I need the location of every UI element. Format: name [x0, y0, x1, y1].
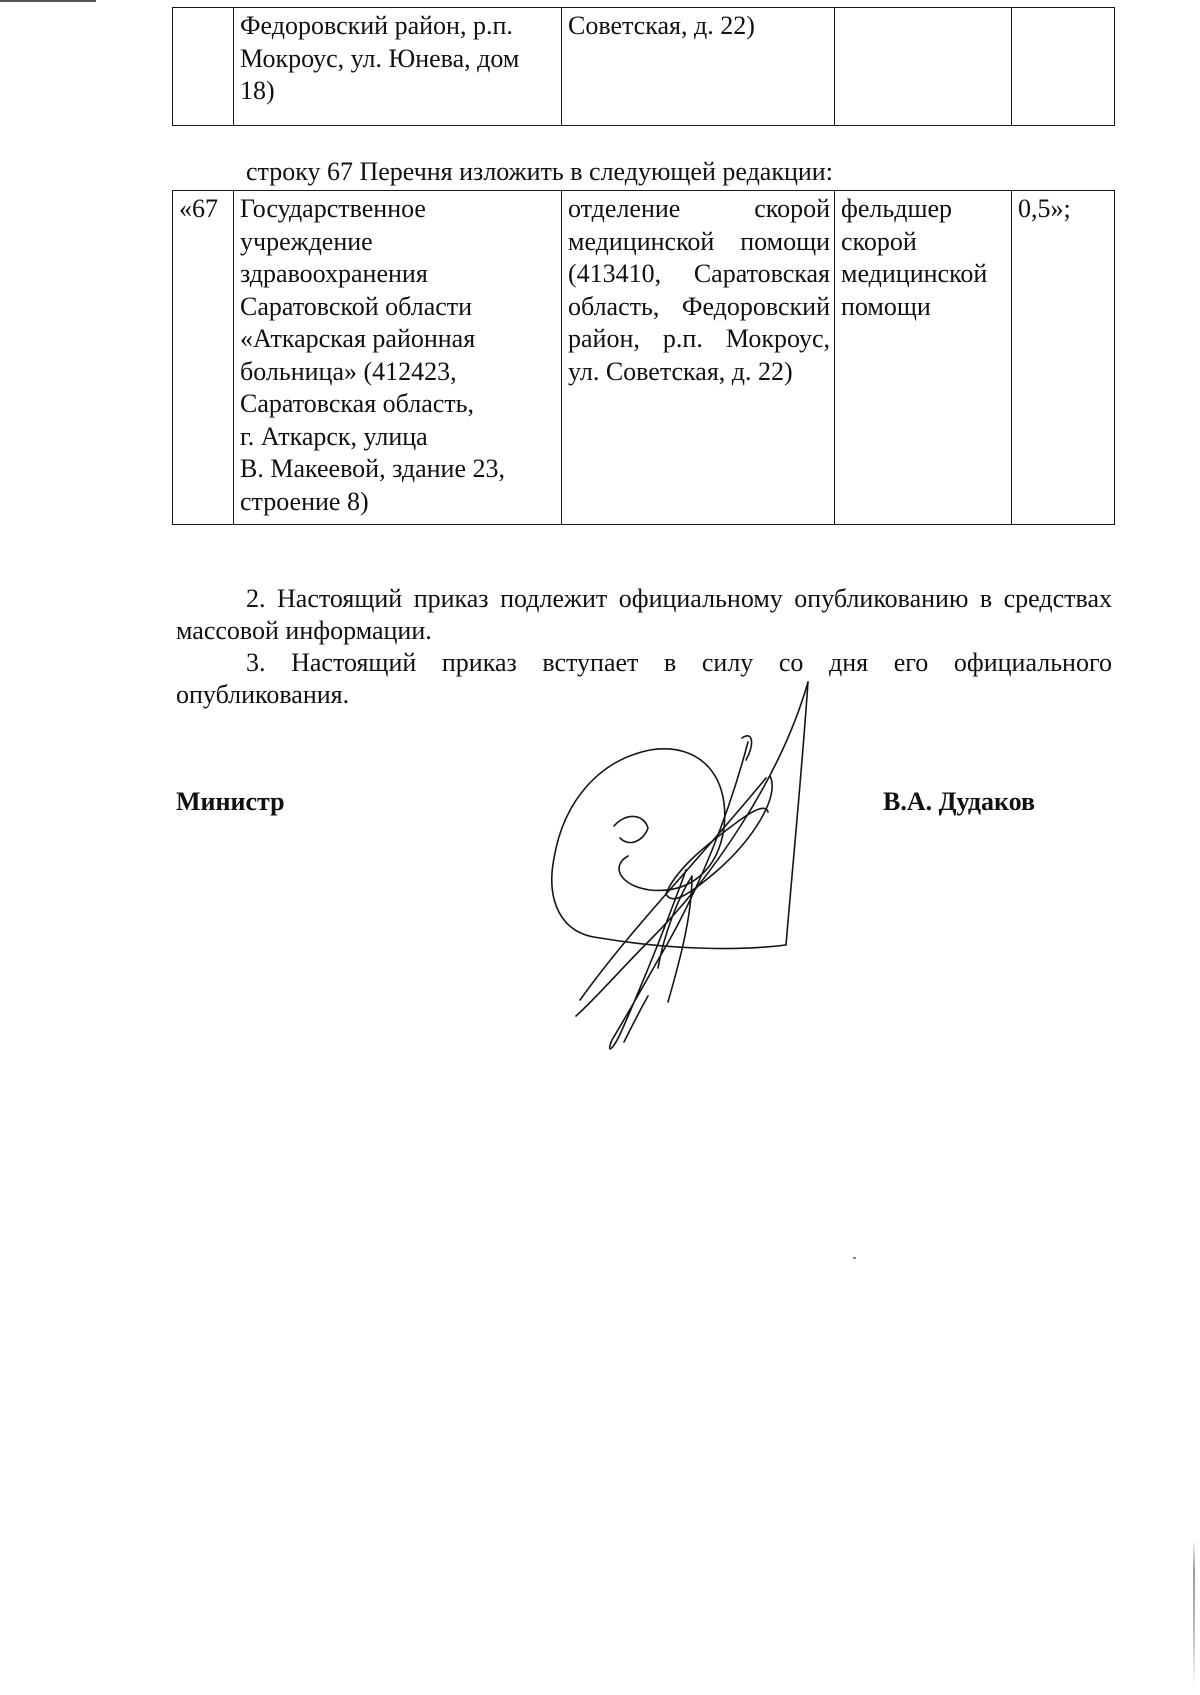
position-cell: фельдшер скорой медицинской помощи [835, 191, 1012, 525]
row-number-cell: «67 [173, 191, 234, 525]
paragraph-publication: 2. Настоящий приказ подлежит официальному опубликованию в средствах массовой информации. [176, 584, 1112, 645]
institution-cell: Федоровский район, р.п. Мокроус, ул. Юнева, дом 18) [234, 8, 562, 126]
list-table-row-67 [172, 190, 1115, 525]
rate-cell [1012, 8, 1115, 126]
scan-border-mark [0, 0, 96, 2]
handwritten-signature [540, 680, 840, 1090]
department-cell: отделение скорой медицинской помощи (413410, Саратовская область, Федоровский район, р.п. Мокроус, ул. Советская, д. 22) [562, 191, 835, 525]
department-cell: Советская, д. 22) [562, 8, 835, 126]
paragraph-effective-date: 3. Настоящий приказ вступает в силу со дня его официального опубликования. [176, 648, 1112, 709]
table-row [173, 191, 1115, 525]
position-cell [835, 8, 1012, 126]
institution-cell: Государственное учреждение здравоохранения Саратовской области «Аткарская районная больница» (412423, Саратовская область, г. Аткарск, улица В. Макеевой, здание 23, строение 8) [234, 191, 562, 525]
amendment-intro: строку 67 Перечня изложить в следующей редакции: [246, 157, 833, 186]
signatory-name: В.А. Дудаков [883, 787, 1036, 816]
table-row [173, 8, 1115, 126]
rate-cell: 0,5»; [1012, 191, 1115, 525]
scan-edge-shadow [1193, 1540, 1195, 1690]
scan-speck [853, 1257, 856, 1259]
list-table-continuation [172, 7, 1115, 126]
signatory-position: Министр [176, 787, 285, 816]
row-number-cell [173, 8, 234, 126]
